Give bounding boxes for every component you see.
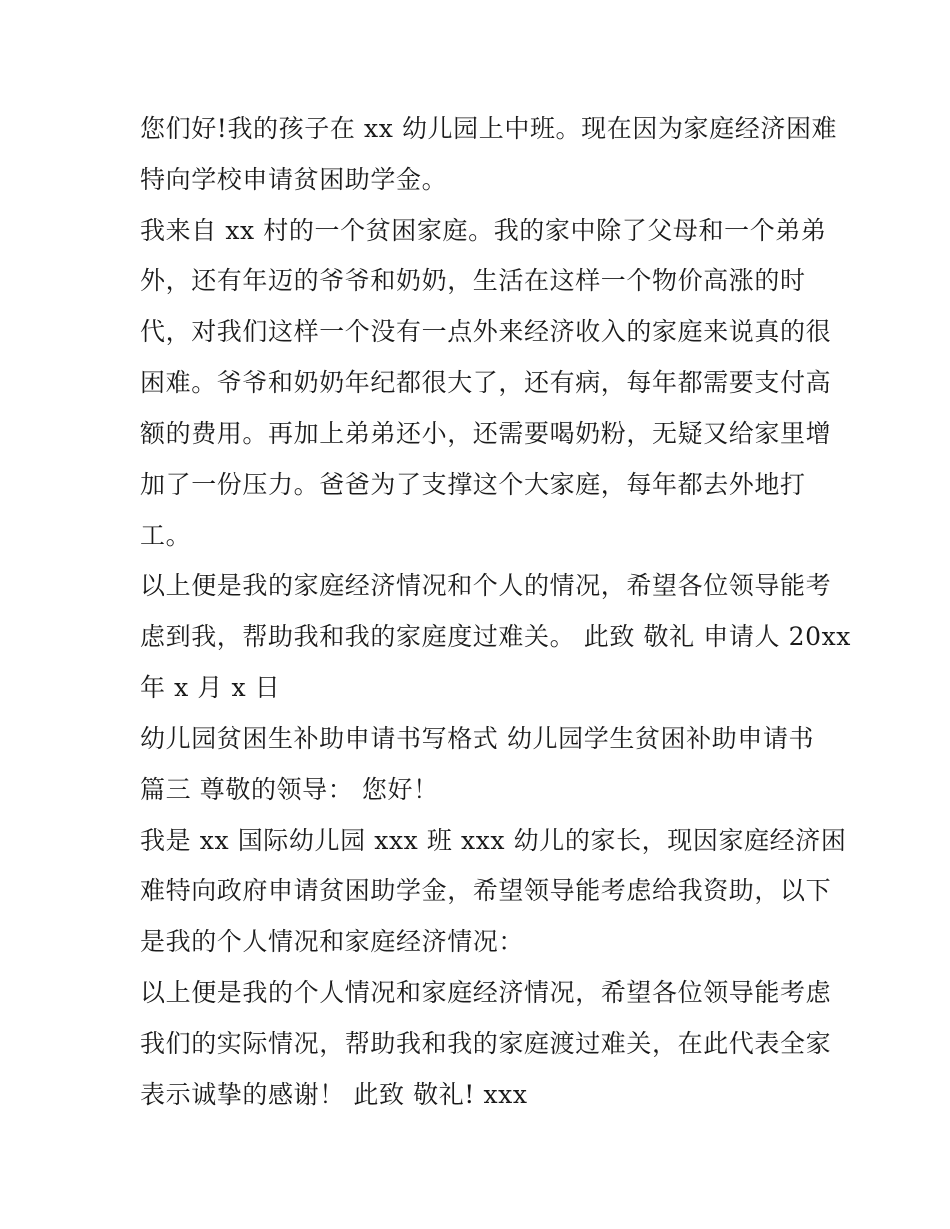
- text-line: 我来自 xx 村的一个贫困家庭。我的家中除了父母和一个弟弟: [140, 216, 827, 245]
- text-line: 以上便是我的家庭经济情况和个人的情况，希望各位领导能考: [140, 571, 832, 600]
- text-line: 我是 xx 国际幼儿园 xxx 班 xxx 幼儿的家长，现因家庭经济困: [140, 826, 847, 855]
- text-line: 加了一份压力。爸爸为了支撑这个大家庭，每年都去外地打: [140, 470, 806, 499]
- text-line: 我们的实际情况，帮助我和我的家庭渡过难关，在此代表全家: [140, 1029, 832, 1058]
- text-line: 年 x 月 x 日: [140, 673, 281, 702]
- text-line: 表示诚挚的感谢！ 此致 敬礼! xxx: [140, 1080, 528, 1109]
- text-line: 工。: [140, 521, 192, 550]
- text-line: 您们好!我的孩子在 xx 幼儿园上中班。现在因为家庭经济困难: [140, 114, 838, 143]
- text-line: 篇三 尊敬的领导： 您好！: [140, 775, 439, 804]
- text-line: 虑到我，帮助我和我的家庭度过难关。 此致 敬礼 申请人 20xx: [140, 622, 851, 651]
- text-line: 代，对我们这样一个没有一点外来经济收入的家庭来说真的很: [140, 317, 832, 346]
- text-line: 外，还有年迈的爷爷和奶奶，生活在这样一个物价高涨的时: [140, 266, 806, 295]
- text-line: 难特向政府申请贫困助学金，希望领导能考虑给我资助，以下: [140, 876, 832, 905]
- text-line: 以上便是我的个人情况和家庭经济情况，希望各位领导能考虑: [140, 978, 832, 1007]
- text-line: 额的费用。再加上弟弟还小，还需要喝奶粉，无疑又给家里增: [140, 419, 832, 448]
- text-line: 幼儿园贫困生补助申请书写格式 幼儿园学生贫困补助申请书: [140, 724, 815, 753]
- text-line: 是我的个人情况和家庭经济情况：: [140, 927, 525, 956]
- text-line: 困难。爷爷和奶奶年纪都很大了，还有病，每年都需要支付高: [140, 368, 832, 397]
- text-line: 特向学校申请贫困助学金。: [140, 165, 448, 194]
